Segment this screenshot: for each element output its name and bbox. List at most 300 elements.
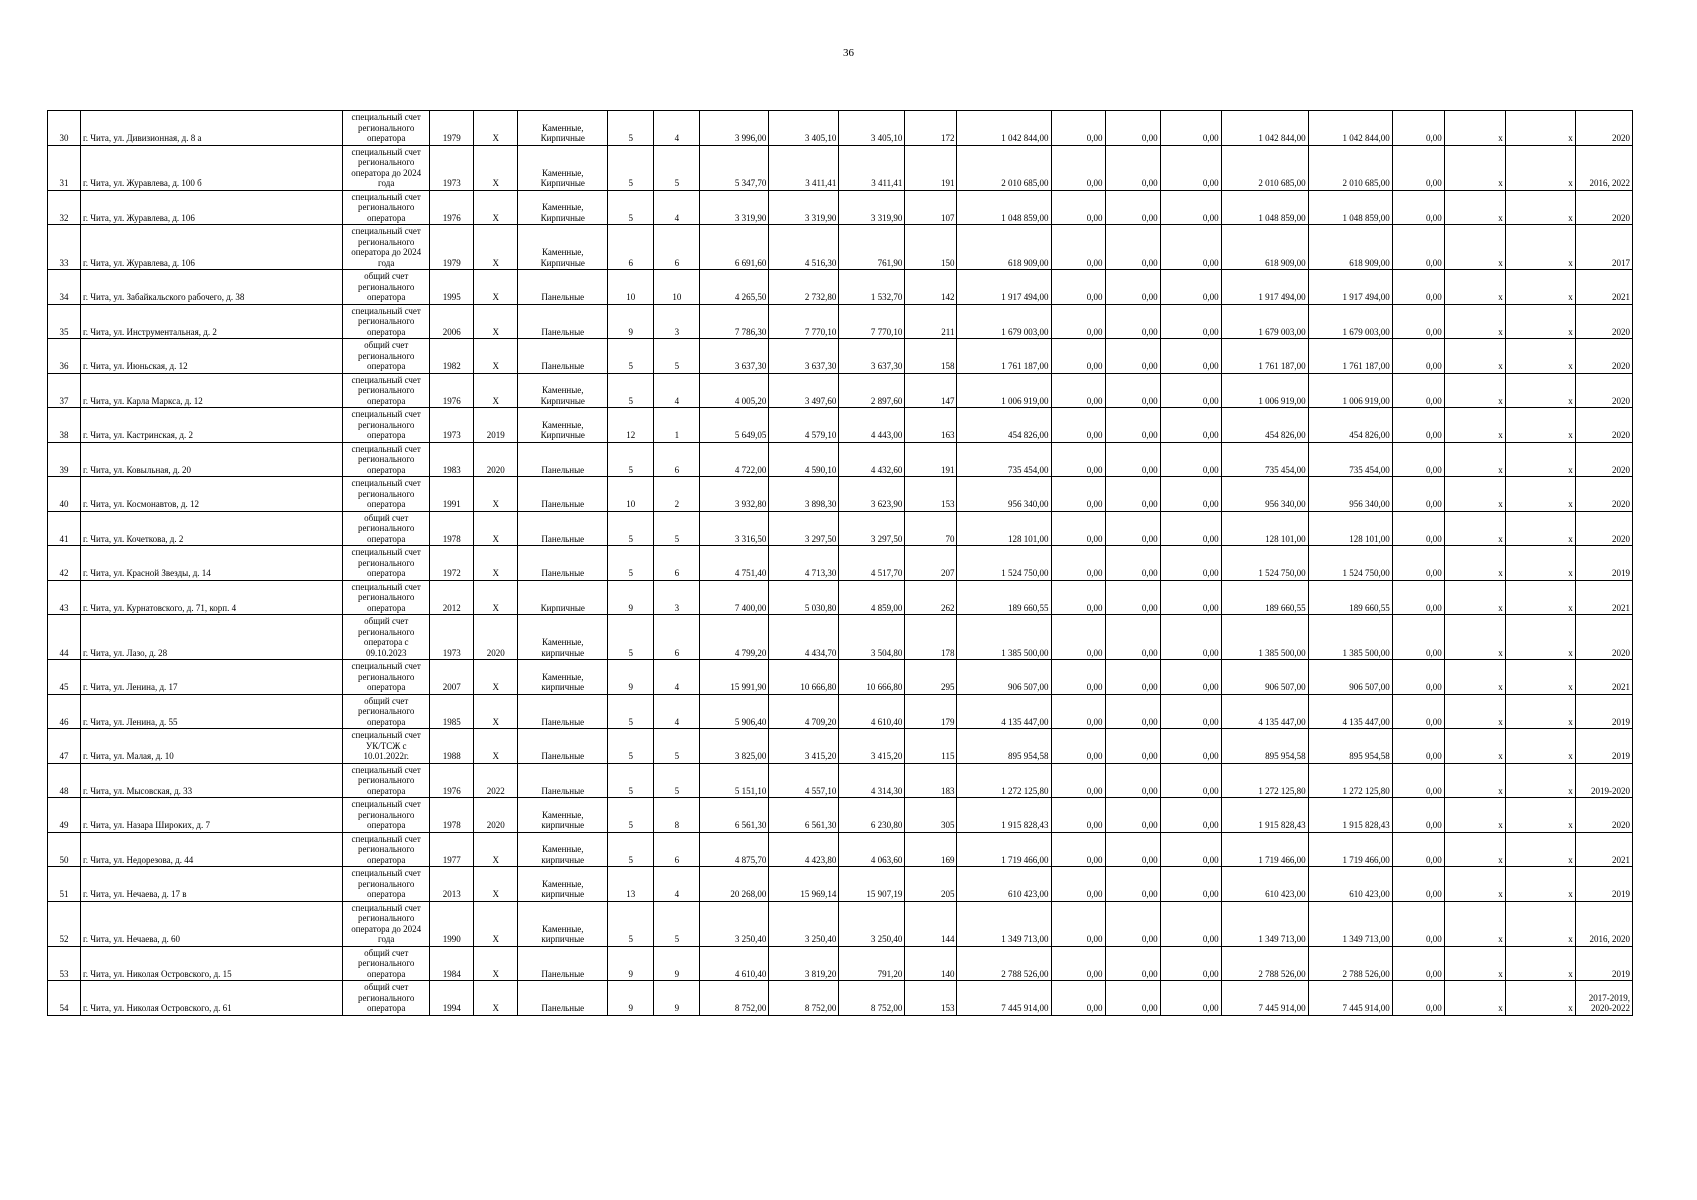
year-built-cell: 1991 [430,477,474,512]
mark-cell: x [1505,442,1575,477]
housing-registry-table [47,110,1633,1016]
planned-year-cell: 2016, 2022 [1575,145,1632,190]
limit-cost-cell: 0,00 [1392,111,1444,146]
residents-cell: 158 [905,339,957,374]
residents-cell: 211 [905,304,957,339]
fund-local-cell: 0,00 [1160,339,1221,374]
mark-cell: x [1505,580,1575,615]
mark-cell: x [1444,946,1505,981]
planned-year-cell: 2020 [1575,408,1632,443]
address-cell: г. Чита, ул. Забайкальского рабочего, д. 38 [81,270,343,305]
total-area-cell: 4 799,20 [700,615,769,660]
address-cell: г. Чита, ул. Красной Звезды, д. 14 [81,546,343,581]
year-commissioned-cell: 2020 [474,442,518,477]
table-row [48,946,1633,981]
table-row [48,832,1633,867]
mark-cell: x [1444,477,1505,512]
planned-year-cell: 2019 [1575,546,1632,581]
premises-area-cell: 3 250,40 [769,901,839,946]
cost-per-sqm-cell: 189 660,55 [1308,580,1392,615]
entrances-cell: 4 [654,190,700,225]
premises-area-cell: 3 819,20 [769,946,839,981]
premises-area-cell: 4 434,70 [769,615,839,660]
address-cell: г. Чита, ул. Курнатовского, д. 71, корп. 4 [81,580,343,615]
entrances-cell: 5 [654,901,700,946]
limit-cost-cell: 0,00 [1392,373,1444,408]
fund-regional-cell: 0,00 [1105,190,1160,225]
entrances-cell: 6 [654,546,700,581]
address-cell: г. Чита, ул. Журавлева, д. 106 [81,190,343,225]
year-commissioned-cell: X [474,373,518,408]
mark-cell: x [1505,694,1575,729]
table-row [48,373,1633,408]
account-type-cell: общий счет регионального оператора [343,270,430,305]
mark-cell: x [1444,225,1505,270]
fund-local-cell: 0,00 [1160,901,1221,946]
address-cell: г. Чита, ул. Ленина, д. 17 [81,660,343,695]
address-cell: г. Чита, ул. Журавлева, д. 106 [81,225,343,270]
wall-material-cell: Панельные [518,981,608,1016]
limit-cost-cell: 0,00 [1392,694,1444,729]
account-type-cell: специальный счет регионального оператора [343,798,430,833]
year-commissioned-cell: X [474,694,518,729]
row-number-cell: 36 [48,339,81,374]
mark-cell: x [1444,373,1505,408]
planned-year-cell: 2020 [1575,477,1632,512]
planned-year-cell: 2020 [1575,798,1632,833]
limit-cost-cell: 0,00 [1392,981,1444,1016]
premises-area-cell: 3 319,90 [769,190,839,225]
residents-cell: 183 [905,763,957,798]
account-type-cell: общий счет регионального оператора [343,946,430,981]
mark-cell: x [1444,580,1505,615]
year-commissioned-cell: X [474,511,518,546]
mark-cell: x [1505,270,1575,305]
fund-owners-cell: 1 349 713,00 [1221,901,1308,946]
account-type-cell: специальный счет регионального оператора [343,190,430,225]
residential-area-cell: 3 405,10 [839,111,905,146]
floors-cell: 12 [608,408,654,443]
year-commissioned-cell: 2020 [474,798,518,833]
fund-owners-cell: 7 445 914,00 [1221,981,1308,1016]
cost-per-sqm-cell: 610 423,00 [1308,867,1392,902]
cost-per-sqm-cell: 1 048 859,00 [1308,190,1392,225]
fund-federal-cell: 0,00 [1051,190,1105,225]
wall-material-cell: Каменные, кирпичные [518,867,608,902]
total-area-cell: 5 151,10 [700,763,769,798]
limit-cost-cell: 0,00 [1392,304,1444,339]
table-row [48,867,1633,902]
account-type-cell: специальный счет регионального оператора [343,111,430,146]
residents-cell: 140 [905,946,957,981]
premises-area-cell: 8 752,00 [769,981,839,1016]
entrances-cell: 5 [654,339,700,374]
year-built-cell: 1973 [430,408,474,443]
wall-material-cell: Панельные [518,946,608,981]
account-type-cell: общий счет регионального оператора [343,339,430,374]
address-cell: г. Чита, ул. Николая Островского, д. 15 [81,946,343,981]
planned-year-cell: 2020 [1575,304,1632,339]
year-built-cell: 2013 [430,867,474,902]
total-area-cell: 4 005,20 [700,373,769,408]
year-commissioned-cell: X [474,225,518,270]
year-built-cell: 1976 [430,763,474,798]
residential-area-cell: 761,90 [839,225,905,270]
residential-area-cell: 3 297,50 [839,511,905,546]
account-type-cell: специальный счет УК/ТСЖ с 10.01.2022г. [343,729,430,764]
premises-area-cell: 2 732,80 [769,270,839,305]
year-built-cell: 2007 [430,660,474,695]
year-commissioned-cell: X [474,339,518,374]
floors-cell: 10 [608,270,654,305]
fund-local-cell: 0,00 [1160,408,1221,443]
table-row [48,694,1633,729]
cost-per-sqm-cell: 906 507,00 [1308,660,1392,695]
floors-cell: 5 [608,798,654,833]
floors-cell: 9 [608,580,654,615]
fund-federal-cell: 0,00 [1051,511,1105,546]
account-type-cell: общий счет регионального оператора [343,981,430,1016]
total-area-cell: 3 996,00 [700,111,769,146]
planned-year-cell: 2021 [1575,580,1632,615]
year-built-cell: 1994 [430,981,474,1016]
table-row [48,580,1633,615]
cost-total-cell: 1 006 919,00 [957,373,1051,408]
table-body [48,111,1633,1016]
premises-area-cell: 4 516,30 [769,225,839,270]
limit-cost-cell: 0,00 [1392,225,1444,270]
cost-total-cell: 1 915 828,43 [957,798,1051,833]
fund-local-cell: 0,00 [1160,981,1221,1016]
fund-local-cell: 0,00 [1160,832,1221,867]
planned-year-cell: 2017-2019, 2020-2022 [1575,981,1632,1016]
account-type-cell: специальный счет регионального оператора [343,763,430,798]
residential-area-cell: 6 230,80 [839,798,905,833]
residential-area-cell: 10 666,80 [839,660,905,695]
total-area-cell: 4 751,40 [700,546,769,581]
floors-cell: 5 [608,729,654,764]
cost-total-cell: 1 524 750,00 [957,546,1051,581]
entrances-cell: 10 [654,270,700,305]
residents-cell: 144 [905,901,957,946]
floors-cell: 5 [608,832,654,867]
wall-material-cell: Панельные [518,270,608,305]
fund-regional-cell: 0,00 [1105,270,1160,305]
fund-regional-cell: 0,00 [1105,615,1160,660]
row-number-cell: 38 [48,408,81,443]
residential-area-cell: 4 314,30 [839,763,905,798]
mark-cell: x [1505,615,1575,660]
cost-per-sqm-cell: 1 385 500,00 [1308,615,1392,660]
planned-year-cell: 2016, 2020 [1575,901,1632,946]
mark-cell: x [1444,546,1505,581]
entrances-cell: 3 [654,304,700,339]
fund-federal-cell: 0,00 [1051,946,1105,981]
account-type-cell: общий счет регионального оператора с 09.10.2023 [343,615,430,660]
fund-regional-cell: 0,00 [1105,111,1160,146]
cost-total-cell: 610 423,00 [957,867,1051,902]
residents-cell: 191 [905,145,957,190]
mark-cell: x [1505,190,1575,225]
wall-material-cell: Каменные, Кирпичные [518,111,608,146]
cost-total-cell: 1 719 466,00 [957,832,1051,867]
premises-area-cell: 7 770,10 [769,304,839,339]
total-area-cell: 3 932,80 [700,477,769,512]
mark-cell: x [1444,408,1505,443]
cost-per-sqm-cell: 2 788 526,00 [1308,946,1392,981]
fund-federal-cell: 0,00 [1051,901,1105,946]
residents-cell: 142 [905,270,957,305]
table-row [48,660,1633,695]
mark-cell: x [1505,763,1575,798]
fund-local-cell: 0,00 [1160,477,1221,512]
cost-per-sqm-cell: 1 524 750,00 [1308,546,1392,581]
entrances-cell: 1 [654,408,700,443]
residential-area-cell: 4 432,60 [839,442,905,477]
entrances-cell: 4 [654,660,700,695]
wall-material-cell: Каменные, Кирпичные [518,408,608,443]
limit-cost-cell: 0,00 [1392,867,1444,902]
limit-cost-cell: 0,00 [1392,901,1444,946]
premises-area-cell: 3 411,41 [769,145,839,190]
row-number-cell: 34 [48,270,81,305]
account-type-cell: специальный счет регионального оператора [343,408,430,443]
planned-year-cell: 2020 [1575,190,1632,225]
fund-regional-cell: 0,00 [1105,477,1160,512]
residential-area-cell: 3 411,41 [839,145,905,190]
fund-regional-cell: 0,00 [1105,946,1160,981]
table-row [48,270,1633,305]
address-cell: г. Чита, ул. Кочеткова, д. 2 [81,511,343,546]
residents-cell: 70 [905,511,957,546]
mark-cell: x [1444,190,1505,225]
residents-cell: 178 [905,615,957,660]
entrances-cell: 9 [654,981,700,1016]
total-area-cell: 4 722,00 [700,442,769,477]
planned-year-cell: 2019 [1575,867,1632,902]
planned-year-cell: 2019 [1575,729,1632,764]
total-area-cell: 6 561,30 [700,798,769,833]
limit-cost-cell: 0,00 [1392,660,1444,695]
account-type-cell: специальный счет регионального оператора [343,832,430,867]
fund-owners-cell: 610 423,00 [1221,867,1308,902]
address-cell: г. Чита, ул. Ленина, д. 55 [81,694,343,729]
floors-cell: 5 [608,111,654,146]
premises-area-cell: 6 561,30 [769,798,839,833]
total-area-cell: 6 691,60 [700,225,769,270]
mark-cell: x [1444,304,1505,339]
table-row [48,763,1633,798]
limit-cost-cell: 0,00 [1392,511,1444,546]
fund-local-cell: 0,00 [1160,190,1221,225]
cost-per-sqm-cell: 454 826,00 [1308,408,1392,443]
fund-regional-cell: 0,00 [1105,373,1160,408]
year-commissioned-cell: X [474,145,518,190]
residents-cell: 150 [905,225,957,270]
fund-local-cell: 0,00 [1160,373,1221,408]
fund-federal-cell: 0,00 [1051,270,1105,305]
cost-per-sqm-cell: 1 761 187,00 [1308,339,1392,374]
address-cell: г. Чита, ул. Дивизионная, д. 8 а [81,111,343,146]
year-commissioned-cell: 2020 [474,615,518,660]
total-area-cell: 4 610,40 [700,946,769,981]
fund-federal-cell: 0,00 [1051,304,1105,339]
limit-cost-cell: 0,00 [1392,615,1444,660]
cost-per-sqm-cell: 1 006 919,00 [1308,373,1392,408]
cost-total-cell: 454 826,00 [957,408,1051,443]
entrances-cell: 4 [654,694,700,729]
planned-year-cell: 2021 [1575,832,1632,867]
floors-cell: 5 [608,145,654,190]
entrances-cell: 5 [654,511,700,546]
residential-area-cell: 3 415,20 [839,729,905,764]
premises-area-cell: 3 415,20 [769,729,839,764]
limit-cost-cell: 0,00 [1392,729,1444,764]
wall-material-cell: Панельные [518,546,608,581]
row-number-cell: 46 [48,694,81,729]
fund-federal-cell: 0,00 [1051,867,1105,902]
year-commissioned-cell: X [474,901,518,946]
table-row [48,190,1633,225]
fund-federal-cell: 0,00 [1051,694,1105,729]
table-row [48,304,1633,339]
year-commissioned-cell: X [474,660,518,695]
entrances-cell: 5 [654,145,700,190]
year-built-cell: 1972 [430,546,474,581]
year-commissioned-cell: X [474,546,518,581]
residents-cell: 262 [905,580,957,615]
planned-year-cell: 2017 [1575,225,1632,270]
mark-cell: x [1505,798,1575,833]
premises-area-cell: 3 497,60 [769,373,839,408]
entrances-cell: 8 [654,798,700,833]
cost-total-cell: 618 909,00 [957,225,1051,270]
account-type-cell: общий счет регионального оператора [343,694,430,729]
account-type-cell: специальный счет регионального оператора [343,304,430,339]
total-area-cell: 3 825,00 [700,729,769,764]
fund-owners-cell: 2 788 526,00 [1221,946,1308,981]
residential-area-cell: 7 770,10 [839,304,905,339]
fund-owners-cell: 1 761 187,00 [1221,339,1308,374]
row-number-cell: 54 [48,981,81,1016]
wall-material-cell: Панельные [518,304,608,339]
year-built-cell: 1982 [430,339,474,374]
address-cell: г. Чита, ул. Николая Островского, д. 61 [81,981,343,1016]
address-cell: г. Чита, ул. Журавлева, д. 100 б [81,145,343,190]
year-built-cell: 1978 [430,798,474,833]
account-type-cell: общий счет регионального оператора [343,511,430,546]
mark-cell: x [1505,946,1575,981]
floors-cell: 6 [608,225,654,270]
fund-owners-cell: 1 048 859,00 [1221,190,1308,225]
cost-per-sqm-cell: 1 917 494,00 [1308,270,1392,305]
fund-federal-cell: 0,00 [1051,798,1105,833]
fund-regional-cell: 0,00 [1105,225,1160,270]
fund-owners-cell: 1 385 500,00 [1221,615,1308,660]
wall-material-cell: Панельные [518,763,608,798]
total-area-cell: 8 752,00 [700,981,769,1016]
planned-year-cell: 2020 [1575,615,1632,660]
row-number-cell: 41 [48,511,81,546]
year-built-cell: 1973 [430,615,474,660]
table-row [48,225,1633,270]
wall-material-cell: Каменные, кирпичные [518,832,608,867]
fund-local-cell: 0,00 [1160,111,1221,146]
fund-regional-cell: 0,00 [1105,511,1160,546]
planned-year-cell: 2019 [1575,694,1632,729]
mark-cell: x [1505,408,1575,443]
year-commissioned-cell: 2019 [474,408,518,443]
wall-material-cell: Панельные [518,511,608,546]
residential-area-cell: 3 623,90 [839,477,905,512]
year-commissioned-cell: X [474,580,518,615]
wall-material-cell: Панельные [518,442,608,477]
fund-owners-cell: 2 010 685,00 [1221,145,1308,190]
residential-area-cell: 4 063,60 [839,832,905,867]
mark-cell: x [1505,901,1575,946]
residential-area-cell: 3 637,30 [839,339,905,374]
residential-area-cell: 4 610,40 [839,694,905,729]
row-number-cell: 35 [48,304,81,339]
cost-total-cell: 1 272 125,80 [957,763,1051,798]
cost-total-cell: 1 042 844,00 [957,111,1051,146]
year-built-cell: 1977 [430,832,474,867]
premises-area-cell: 4 557,10 [769,763,839,798]
residential-area-cell: 15 907,19 [839,867,905,902]
floors-cell: 5 [608,901,654,946]
row-number-cell: 45 [48,660,81,695]
limit-cost-cell: 0,00 [1392,580,1444,615]
address-cell: г. Чита, ул. Нечаева, д. 17 в [81,867,343,902]
fund-federal-cell: 0,00 [1051,615,1105,660]
cost-per-sqm-cell: 1 719 466,00 [1308,832,1392,867]
row-number-cell: 37 [48,373,81,408]
page-number: 36 [843,47,854,59]
mark-cell: x [1505,304,1575,339]
year-built-cell: 1979 [430,225,474,270]
residential-area-cell: 3 504,80 [839,615,905,660]
fund-local-cell: 0,00 [1160,729,1221,764]
fund-federal-cell: 0,00 [1051,373,1105,408]
mark-cell: x [1444,901,1505,946]
cost-per-sqm-cell: 1 042 844,00 [1308,111,1392,146]
address-cell: г. Чита, ул. Июньская, д. 12 [81,339,343,374]
residential-area-cell: 4 859,00 [839,580,905,615]
fund-owners-cell: 1 006 919,00 [1221,373,1308,408]
fund-local-cell: 0,00 [1160,615,1221,660]
floors-cell: 5 [608,694,654,729]
account-type-cell: специальный счет регионального оператора до 2024 года [343,145,430,190]
year-built-cell: 1973 [430,145,474,190]
limit-cost-cell: 0,00 [1392,190,1444,225]
cost-per-sqm-cell: 128 101,00 [1308,511,1392,546]
planned-year-cell: 2020 [1575,373,1632,408]
fund-owners-cell: 454 826,00 [1221,408,1308,443]
floors-cell: 5 [608,546,654,581]
floors-cell: 9 [608,304,654,339]
cost-total-cell: 735 454,00 [957,442,1051,477]
year-built-cell: 1978 [430,511,474,546]
limit-cost-cell: 0,00 [1392,408,1444,443]
entrances-cell: 4 [654,111,700,146]
table-row [48,477,1633,512]
floors-cell: 9 [608,660,654,695]
cost-per-sqm-cell: 2 010 685,00 [1308,145,1392,190]
entrances-cell: 9 [654,946,700,981]
fund-regional-cell: 0,00 [1105,546,1160,581]
table-row [48,408,1633,443]
residential-area-cell: 1 532,70 [839,270,905,305]
